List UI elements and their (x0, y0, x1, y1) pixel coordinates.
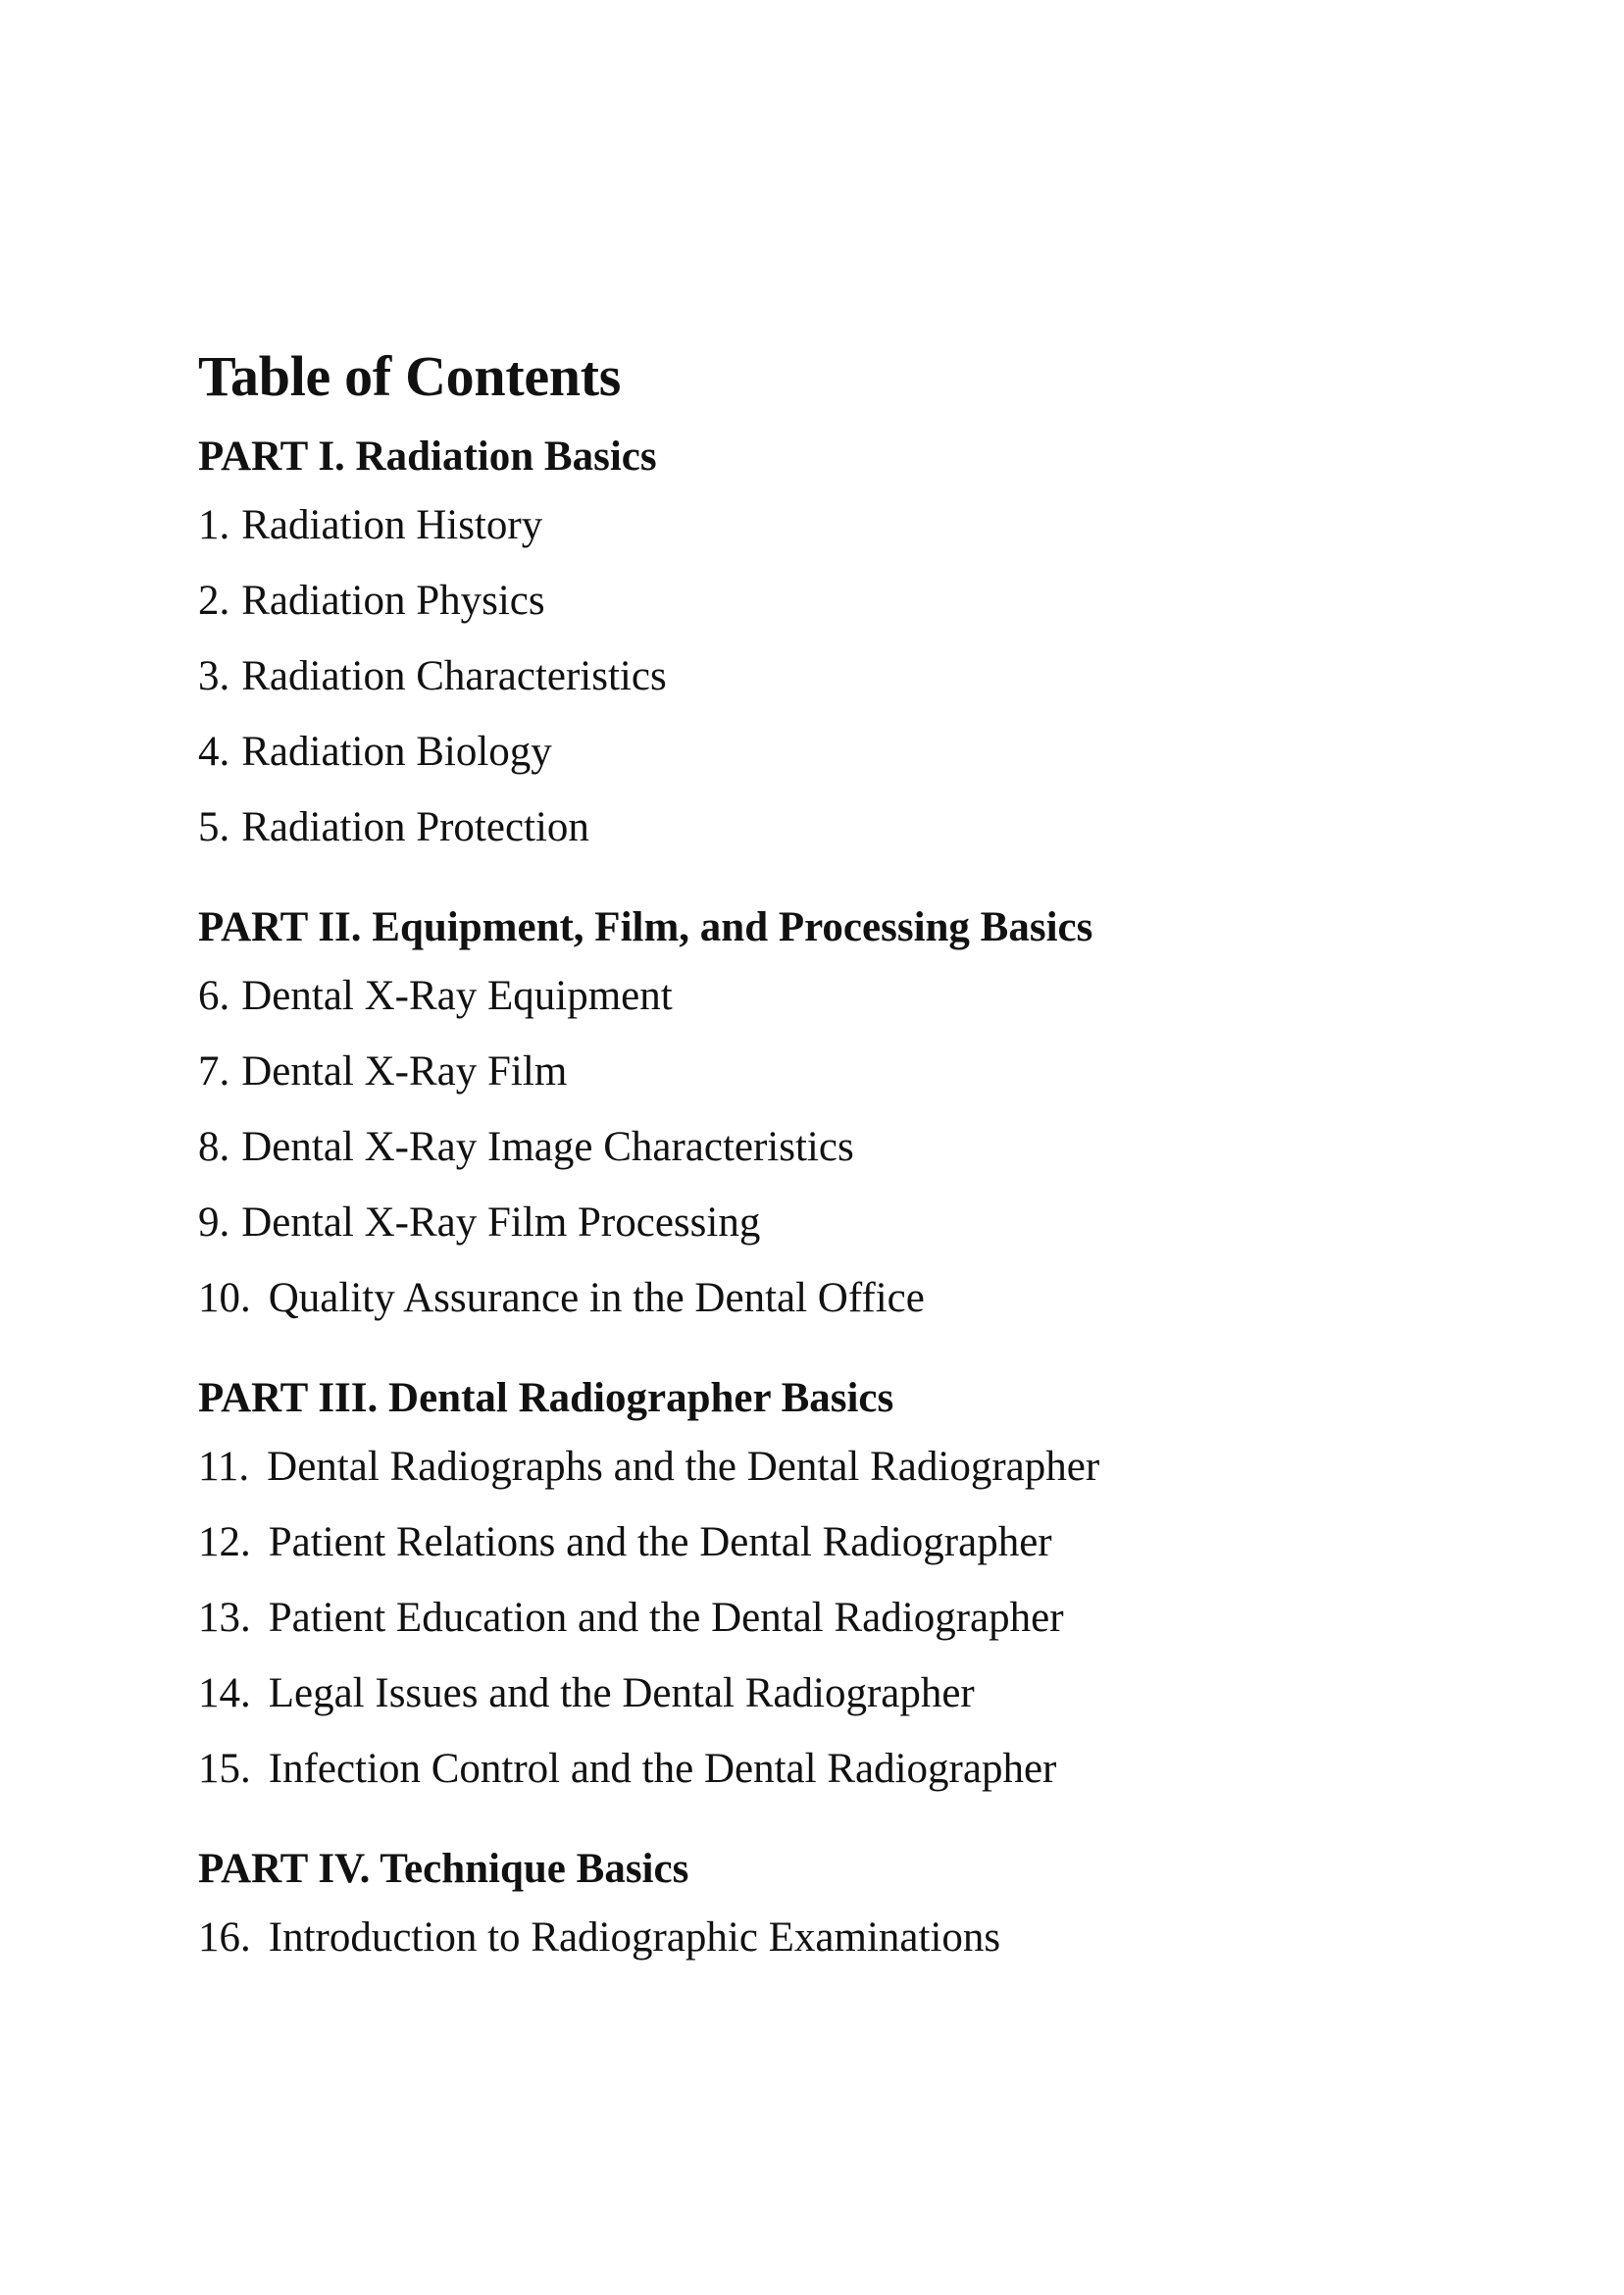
chapter-number: 9. (198, 1199, 230, 1246)
chapter-number: 8. (198, 1124, 230, 1170)
chapter-list (198, 1911, 1473, 1965)
chapter-number: 12. (198, 1519, 251, 1565)
chapter-entry (198, 1271, 1473, 1326)
chapter-number: 5. (198, 804, 230, 850)
chapter-entry (198, 1045, 1473, 1099)
chapter-number: 14. (198, 1670, 251, 1716)
chapter-number: 4. (198, 729, 230, 775)
chapter-entry (198, 1911, 1473, 1965)
chapter-entry (198, 800, 1473, 855)
part-section (198, 430, 1473, 855)
chapter-entry (198, 725, 1473, 780)
chapter-entry (198, 1591, 1473, 1646)
chapter-number: 3. (198, 653, 230, 699)
part-heading: PART II. Equipment, Film, and Processing Basics (198, 904, 1093, 950)
chapter-title: Dental X-Ray Image Characteristics (241, 1124, 854, 1170)
chapter-title: Legal Issues and the Dental Radiographer (268, 1670, 975, 1716)
chapter-entry (198, 1666, 1473, 1721)
chapter-title: Dental X-Ray Film (241, 1048, 568, 1095)
chapter-title: Patient Education and the Dental Radiographer (268, 1595, 1064, 1641)
chapter-number: 1. (198, 502, 230, 548)
part-heading: PART III. Dental Radiographer Basics (198, 1375, 894, 1421)
chapter-number: 10. (198, 1275, 251, 1321)
part-heading: PART I. Radiation Basics (198, 434, 657, 480)
chapter-title: Patient Relations and the Dental Radiographer (268, 1519, 1052, 1565)
chapter-title: Radiation Biology (241, 729, 552, 775)
chapter-number: 15. (198, 1746, 251, 1792)
chapter-list (198, 498, 1473, 855)
part-section (198, 1371, 1473, 1797)
chapter-title: Quality Assurance in the Dental Office (268, 1275, 925, 1321)
chapter-entry (198, 1120, 1473, 1175)
chapter-entry (198, 574, 1473, 629)
chapter-entry (198, 1515, 1473, 1570)
chapter-entry (198, 969, 1473, 1024)
chapter-number: 13. (198, 1595, 251, 1641)
chapter-title: Radiation History (241, 502, 543, 548)
part-section (198, 900, 1473, 1326)
chapter-title: Radiation Protection (241, 804, 589, 850)
chapter-list (198, 1440, 1473, 1797)
part-heading: PART IV. Technique Basics (198, 1846, 689, 1892)
chapter-title: Dental X-Ray Equipment (241, 973, 673, 1019)
chapter-list (198, 969, 1473, 1326)
chapter-title: Radiation Physics (241, 578, 545, 624)
chapter-title: Radiation Characteristics (241, 653, 667, 699)
chapter-number: 16. (198, 1914, 251, 1961)
chapter-number: 7. (198, 1048, 230, 1095)
chapter-number: 11. (198, 1444, 250, 1490)
chapter-title: Dental X-Ray Film Processing (241, 1199, 761, 1246)
chapter-title: Introduction to Radiographic Examinations (268, 1914, 1001, 1961)
part-section (198, 1842, 1473, 1965)
chapter-entry (198, 1440, 1473, 1495)
chapter-entry (198, 1196, 1473, 1250)
document-page (198, 345, 1473, 1965)
chapter-entry (198, 498, 1473, 553)
chapter-number: 6. (198, 973, 230, 1019)
chapter-title: Infection Control and the Dental Radiographer (268, 1746, 1057, 1792)
chapter-number: 2. (198, 578, 230, 624)
chapter-entry (198, 1742, 1473, 1797)
toc-title: Table of Contents (198, 344, 622, 408)
chapter-entry (198, 649, 1473, 704)
chapter-title: Dental Radiographs and the Dental Radiographer (267, 1444, 1100, 1490)
